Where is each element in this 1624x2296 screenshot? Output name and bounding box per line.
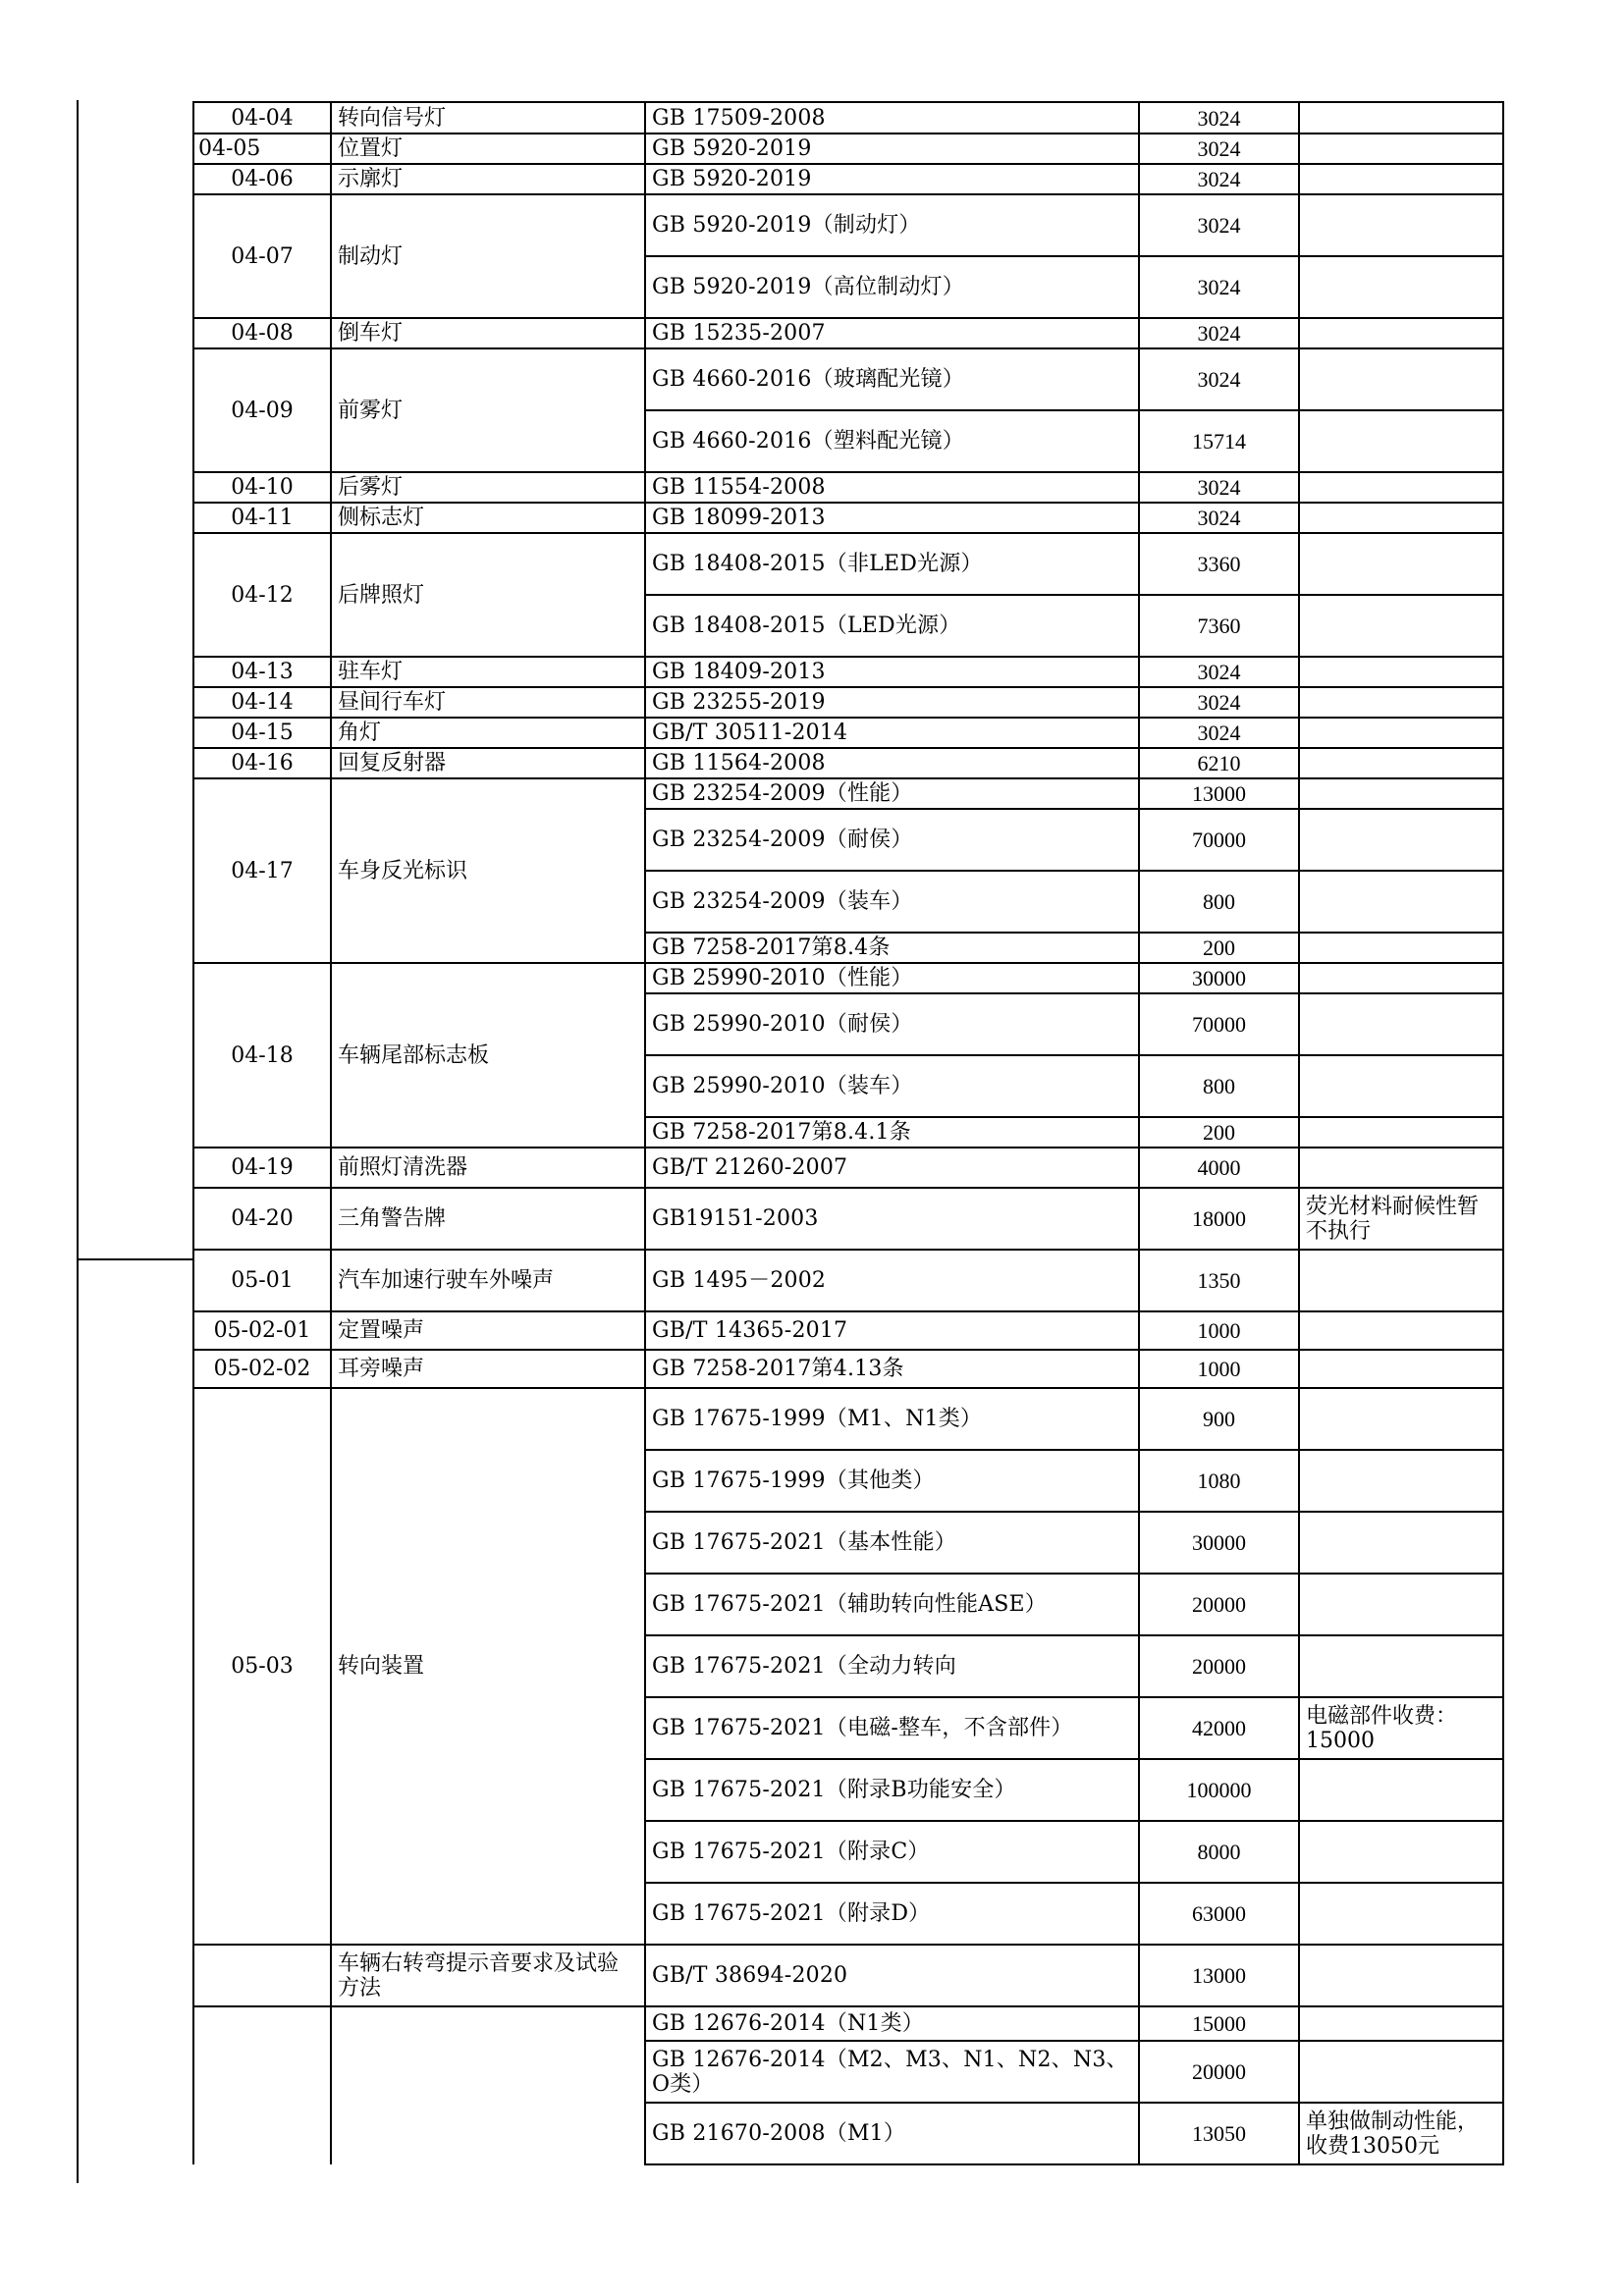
item-name: 后雾灯 — [331, 472, 645, 503]
standard-reference: GB 11554-2008 — [645, 472, 1139, 503]
standard-reference: GB 17675-2021（全动力转向 — [645, 1635, 1139, 1697]
remark — [1299, 1350, 1503, 1388]
remark — [1299, 963, 1503, 993]
remark — [1299, 133, 1503, 164]
fee-amount: 900 — [1139, 1388, 1299, 1450]
fee-amount: 200 — [1139, 1117, 1299, 1148]
standard-reference: GB 11564-2008 — [645, 748, 1139, 778]
fee-amount: 3024 — [1139, 102, 1299, 133]
table-row — [193, 1250, 1503, 1311]
item-code: 04-15 — [193, 718, 331, 748]
standard-reference: GB 7258-2017第4.13条 — [645, 1350, 1139, 1388]
remark — [1299, 687, 1503, 718]
item-name: 汽车加速行驶车外噪声 — [331, 1250, 645, 1311]
fee-amount: 70000 — [1139, 809, 1299, 871]
item-name: 制动灯 — [331, 194, 645, 318]
item-name: 三角警告牌 — [331, 1188, 645, 1250]
table-row — [193, 963, 1503, 993]
table-row — [193, 1388, 1503, 1450]
remark — [1299, 1945, 1503, 2006]
standard-reference: GB 5920-2019 — [645, 133, 1139, 164]
remark — [1299, 503, 1503, 533]
fee-amount: 70000 — [1139, 993, 1299, 1055]
item-name: 示廓灯 — [331, 164, 645, 194]
remark: 单独做制动性能，收费13050元 — [1299, 2103, 1503, 2164]
remark — [1299, 809, 1503, 871]
remark — [1299, 410, 1503, 472]
fee-table — [192, 101, 1504, 2165]
remark — [1299, 256, 1503, 318]
item-name: 驻车灯 — [331, 657, 645, 687]
standard-reference: GB 21670-2008（M1） — [645, 2103, 1139, 2164]
table-row — [193, 2006, 1503, 2041]
remark: 电磁部件收费：15000 — [1299, 1697, 1503, 1759]
remark — [1299, 533, 1503, 595]
fee-amount: 18000 — [1139, 1188, 1299, 1250]
table-row — [193, 318, 1503, 348]
table-row — [193, 657, 1503, 687]
fee-amount: 1080 — [1139, 1450, 1299, 1512]
fee-amount: 3024 — [1139, 718, 1299, 748]
fee-amount: 20000 — [1139, 2041, 1299, 2103]
fee-amount: 3360 — [1139, 533, 1299, 595]
standard-reference: GB 17675-2021（附录B功能安全） — [645, 1759, 1139, 1821]
table-row — [193, 748, 1503, 778]
item-code: 04-04 — [193, 102, 331, 133]
item-code: 04-16 — [193, 748, 331, 778]
table-row — [193, 503, 1503, 533]
remark — [1299, 318, 1503, 348]
standard-reference: GB 17675-2021（基本性能） — [645, 1512, 1139, 1574]
standard-reference: GB 7258-2017第8.4.1条 — [645, 1117, 1139, 1148]
item-name: 回复反射器 — [331, 748, 645, 778]
fee-amount: 3024 — [1139, 348, 1299, 410]
standard-reference: GB 25990-2010（耐侯） — [645, 993, 1139, 1055]
standard-reference: GB 17675-2021（辅助转向性能ASE） — [645, 1574, 1139, 1635]
remark — [1299, 1148, 1503, 1188]
remark — [1299, 1574, 1503, 1635]
fee-amount: 20000 — [1139, 1635, 1299, 1697]
table-row — [193, 1945, 1503, 2006]
item-name: 位置灯 — [331, 133, 645, 164]
fee-amount: 63000 — [1139, 1883, 1299, 1945]
item-name: 耳旁噪声 — [331, 1350, 645, 1388]
standard-reference: GB/T 30511-2014 — [645, 718, 1139, 748]
left-margin-rule — [77, 100, 79, 2183]
table-row — [193, 687, 1503, 718]
remark — [1299, 748, 1503, 778]
item-name: 车辆右转弯提示音要求及试验方法 — [331, 1945, 645, 2006]
fee-amount: 30000 — [1139, 963, 1299, 993]
fee-amount: 3024 — [1139, 472, 1299, 503]
fee-amount: 200 — [1139, 933, 1299, 963]
fee-amount: 800 — [1139, 1055, 1299, 1117]
remark — [1299, 871, 1503, 933]
fee-amount: 3024 — [1139, 133, 1299, 164]
item-code: 04-08 — [193, 318, 331, 348]
remark — [1299, 194, 1503, 256]
fee-amount: 13000 — [1139, 1945, 1299, 2006]
fee-amount: 3024 — [1139, 318, 1299, 348]
fee-amount: 7360 — [1139, 595, 1299, 657]
remark — [1299, 1759, 1503, 1821]
item-name: 定置噪声 — [331, 1311, 645, 1350]
standard-reference: GB 18099-2013 — [645, 503, 1139, 533]
remark — [1299, 1250, 1503, 1311]
table-row — [193, 1148, 1503, 1188]
standard-reference: GB 5920-2019 — [645, 164, 1139, 194]
fee-amount: 3024 — [1139, 503, 1299, 533]
standard-reference: GB 17509-2008 — [645, 102, 1139, 133]
item-code: 04-07 — [193, 194, 331, 318]
item-code: 04-10 — [193, 472, 331, 503]
fee-amount: 15000 — [1139, 2006, 1299, 2041]
table-row — [193, 133, 1503, 164]
standard-reference: GB 7258-2017第8.4条 — [645, 933, 1139, 963]
item-code: 04-12 — [193, 533, 331, 657]
standard-reference: GB 12676-2014（N1类） — [645, 2006, 1139, 2041]
fee-amount: 1350 — [1139, 1250, 1299, 1311]
fee-amount: 30000 — [1139, 1512, 1299, 1574]
remark — [1299, 1821, 1503, 1883]
item-name: 前雾灯 — [331, 348, 645, 472]
fee-amount: 3024 — [1139, 657, 1299, 687]
fee-amount: 13000 — [1139, 778, 1299, 809]
standard-reference: GB 12676-2014（M2、M3、N1、N2、N3、O类） — [645, 2041, 1139, 2103]
standard-reference: GB 18408-2015（LED光源） — [645, 595, 1139, 657]
item-code: 04-20 — [193, 1188, 331, 1250]
table-row — [193, 472, 1503, 503]
item-code: 04-09 — [193, 348, 331, 472]
remark — [1299, 1883, 1503, 1945]
item-name: 倒车灯 — [331, 318, 645, 348]
table-row — [193, 194, 1503, 256]
item-code: 05-03 — [193, 1388, 331, 1945]
standard-reference: GB 23254-2009（性能） — [645, 778, 1139, 809]
item-name: 转向装置 — [331, 1388, 645, 1945]
remark: 荧光材料耐候性暂不执行 — [1299, 1188, 1503, 1250]
remark — [1299, 2006, 1503, 2041]
fee-amount: 3024 — [1139, 194, 1299, 256]
item-code: 04-14 — [193, 687, 331, 718]
item-code: 04-06 — [193, 164, 331, 194]
standard-reference: GB 15235-2007 — [645, 318, 1139, 348]
standard-reference: GB/T 21260-2007 — [645, 1148, 1139, 1188]
item-code: 05-02-02 — [193, 1350, 331, 1388]
remark — [1299, 657, 1503, 687]
table-row — [193, 1311, 1503, 1350]
fee-amount: 6210 — [1139, 748, 1299, 778]
table-row — [193, 778, 1503, 809]
fee-amount: 1000 — [1139, 1311, 1299, 1350]
item-code: 04-05 — [193, 133, 331, 164]
fee-amount: 8000 — [1139, 1821, 1299, 1883]
remark — [1299, 1635, 1503, 1697]
table-row — [193, 348, 1503, 410]
remark — [1299, 1311, 1503, 1350]
table-row — [193, 1350, 1503, 1388]
remark — [1299, 933, 1503, 963]
standard-reference: GB 17675-1999（其他类） — [645, 1450, 1139, 1512]
fee-amount: 4000 — [1139, 1148, 1299, 1188]
item-code: 04-11 — [193, 503, 331, 533]
standard-reference: GB 25990-2010（性能） — [645, 963, 1139, 993]
standard-reference: GB 25990-2010（装车） — [645, 1055, 1139, 1117]
remark — [1299, 348, 1503, 410]
item-code: 04-18 — [193, 963, 331, 1148]
item-name: 角灯 — [331, 718, 645, 748]
standard-reference: GB 23255-2019 — [645, 687, 1139, 718]
remark — [1299, 164, 1503, 194]
fee-amount: 3024 — [1139, 164, 1299, 194]
standard-reference: GB/T 38694-2020 — [645, 1945, 1139, 2006]
remark — [1299, 595, 1503, 657]
item-name: 车辆尾部标志板 — [331, 963, 645, 1148]
item-name: 前照灯清洗器 — [331, 1148, 645, 1188]
remark — [1299, 1117, 1503, 1148]
item-name — [331, 2006, 645, 2164]
item-code — [193, 2006, 331, 2164]
item-name: 转向信号灯 — [331, 102, 645, 133]
remark — [1299, 1388, 1503, 1450]
item-name: 车身反光标识 — [331, 778, 645, 963]
standard-reference: GB 4660-2016（玻璃配光镜） — [645, 348, 1139, 410]
fee-amount: 3024 — [1139, 256, 1299, 318]
remark — [1299, 102, 1503, 133]
item-code: 04-17 — [193, 778, 331, 963]
remark — [1299, 993, 1503, 1055]
standard-reference: GB 1495－2002 — [645, 1250, 1139, 1311]
standard-reference: GB 17675-2021（附录C） — [645, 1821, 1139, 1883]
remark — [1299, 472, 1503, 503]
table-row — [193, 533, 1503, 595]
item-code: 05-02-01 — [193, 1311, 331, 1350]
standard-reference: GB 17675-2021（电磁-整车，不含部件） — [645, 1697, 1139, 1759]
remark — [1299, 1055, 1503, 1117]
remark — [1299, 718, 1503, 748]
remark — [1299, 2041, 1503, 2103]
standard-reference: GB 18409-2013 — [645, 657, 1139, 687]
item-code — [193, 1945, 331, 2006]
standard-reference: GB 4660-2016（塑料配光镜） — [645, 410, 1139, 472]
standard-reference: GB 5920-2019（制动灯） — [645, 194, 1139, 256]
standard-reference: GB 23254-2009（耐侯） — [645, 809, 1139, 871]
fee-amount: 15714 — [1139, 410, 1299, 472]
table-row — [193, 718, 1503, 748]
fee-amount: 20000 — [1139, 1574, 1299, 1635]
table-row — [193, 102, 1503, 133]
item-name: 后牌照灯 — [331, 533, 645, 657]
item-code: 04-19 — [193, 1148, 331, 1188]
standard-reference: GB 17675-2021（附录D） — [645, 1883, 1139, 1945]
standard-reference: GB 17675-1999（M1、N1类） — [645, 1388, 1139, 1450]
table-row — [193, 164, 1503, 194]
standard-reference: GB19151-2003 — [645, 1188, 1139, 1250]
remark — [1299, 1512, 1503, 1574]
fee-amount: 3024 — [1139, 687, 1299, 718]
standard-reference: GB 18408-2015（非LED光源） — [645, 533, 1139, 595]
item-name: 侧标志灯 — [331, 503, 645, 533]
remark — [1299, 1450, 1503, 1512]
fee-amount: 42000 — [1139, 1697, 1299, 1759]
item-code: 05-01 — [193, 1250, 331, 1311]
item-name: 昼间行车灯 — [331, 687, 645, 718]
remark — [1299, 778, 1503, 809]
group-divider-rule — [77, 1258, 194, 1260]
table-row — [193, 1188, 1503, 1250]
standard-reference: GB 5920-2019（高位制动灯） — [645, 256, 1139, 318]
item-code: 04-13 — [193, 657, 331, 687]
fee-amount: 13050 — [1139, 2103, 1299, 2164]
fee-table-body — [193, 102, 1503, 2164]
fee-amount: 100000 — [1139, 1759, 1299, 1821]
fee-amount: 1000 — [1139, 1350, 1299, 1388]
fee-amount: 800 — [1139, 871, 1299, 933]
standard-reference: GB/T 14365-2017 — [645, 1311, 1139, 1350]
standard-reference: GB 23254-2009（装车） — [645, 871, 1139, 933]
